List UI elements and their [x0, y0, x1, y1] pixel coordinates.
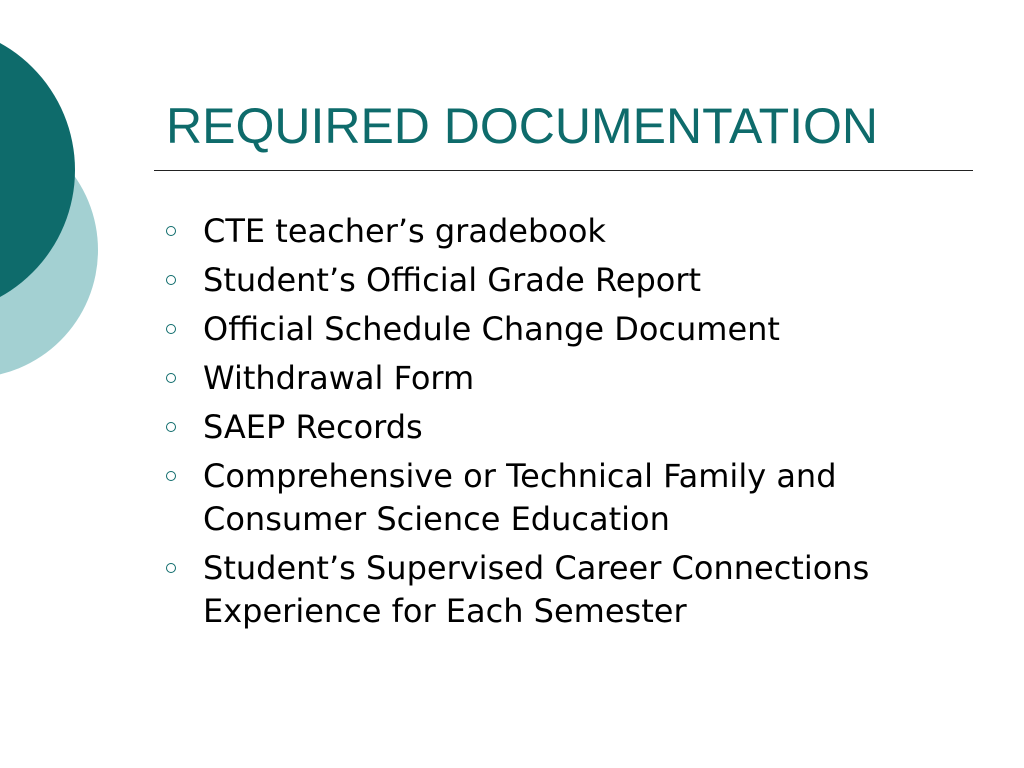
- bullet-item: [166, 308, 966, 351]
- bullet-item: [166, 455, 966, 541]
- bullet-item: [166, 210, 966, 253]
- bullet-circle-icon: [166, 226, 176, 236]
- bullet-text: Student’s Official Grade Report: [203, 261, 702, 299]
- slide-title: REQUIRED DOCUMENTATION: [166, 98, 879, 154]
- bullet-text: Official Schedule Change Document: [203, 310, 780, 348]
- bullet-circle-icon: [166, 422, 176, 432]
- bullet-circle-icon: [166, 324, 176, 334]
- bullet-text: Comprehensive or Technical Family and Consumer Science Education: [203, 457, 837, 538]
- bullet-circle-icon: [166, 373, 176, 383]
- decorative-circles: [0, 0, 110, 420]
- bullet-item: [166, 259, 966, 302]
- bullet-circle-icon: [166, 275, 176, 285]
- bullet-text: SAEP Records: [203, 408, 423, 446]
- bullet-item: [166, 547, 966, 633]
- title-divider: [154, 170, 973, 171]
- bullet-text: Withdrawal Form: [203, 359, 475, 397]
- bullet-item: [166, 406, 966, 449]
- bullet-text: CTE teacher’s gradebook: [203, 212, 606, 250]
- bullet-item: [166, 357, 966, 400]
- bullet-text: Student’s Supervised Career Connections Experience for Each Semester: [203, 549, 870, 630]
- bullet-list: [166, 210, 966, 639]
- bullet-circle-icon: [166, 471, 176, 481]
- bullet-circle-icon: [166, 563, 176, 573]
